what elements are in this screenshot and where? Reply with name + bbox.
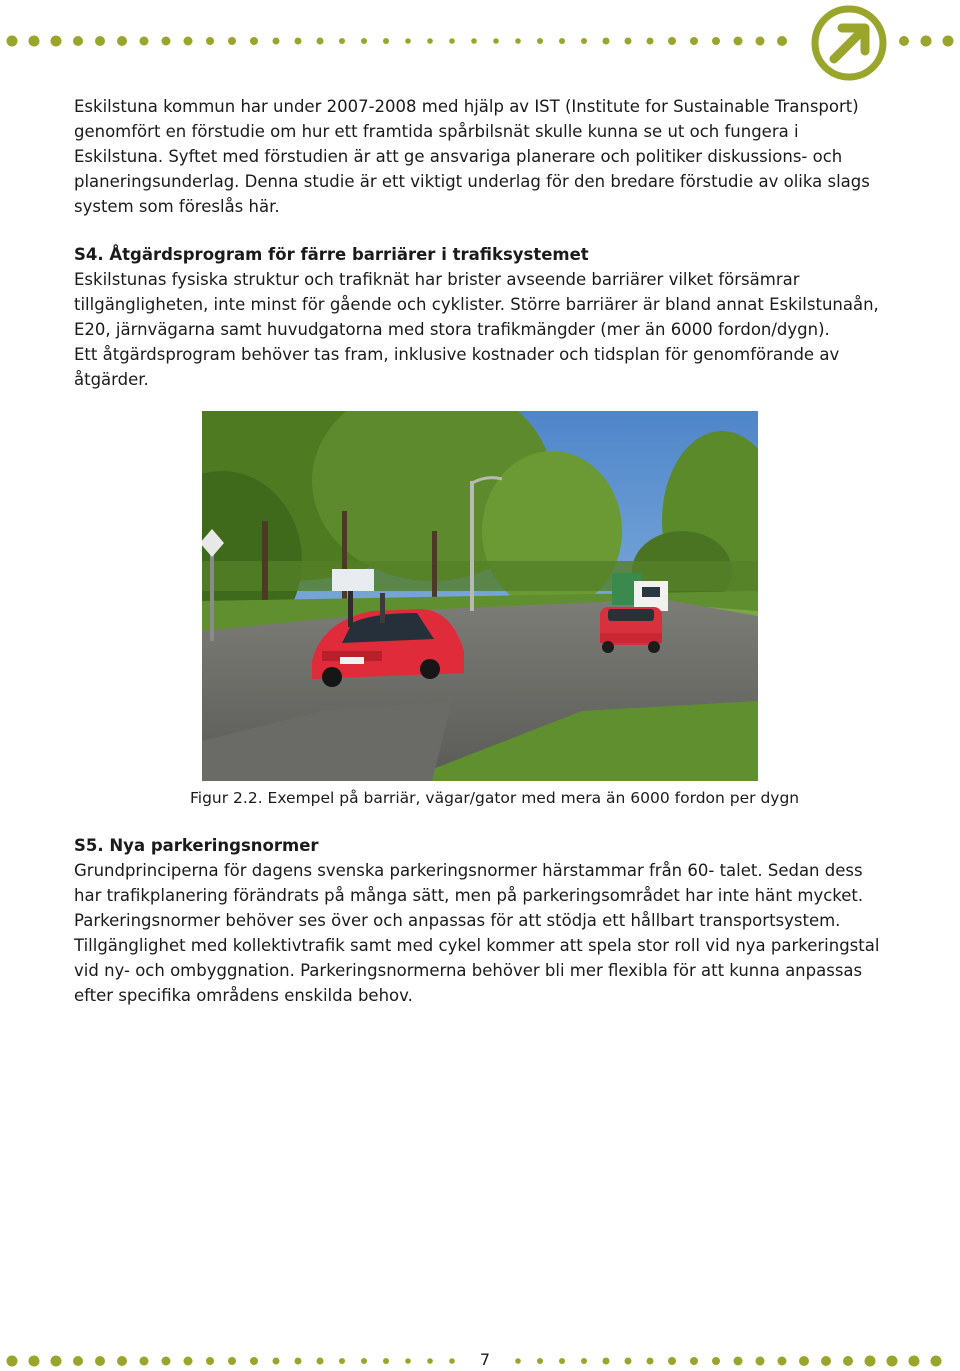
figure-photo bbox=[202, 411, 758, 781]
section-s4-body-continued: Ett åtgärdsprogram behöver tas fram, inklusive kostnader och tidsplan för genomförande av åtgärder. bbox=[74, 345, 840, 389]
section-s4 bbox=[74, 242, 884, 392]
section-s4-heading: S4. Åtgärdsprogram för färre barriärer i trafiksystemet bbox=[74, 245, 589, 264]
intro-paragraph: Eskilstuna kommun har under 2007-2008 med hjälp av IST (Institute for Sustainable Transport) genomfört en förstudie om hur ett framtida spårbilsnät skulle kunna se ut och fungera i Eskilstuna. Syftet med förstudien är att ge ansvariga planerare och politiker diskussions- och planeringsunderlag. Denna studie är ett viktigt underlag för den bredare förstudie av olika slags system som föreslås här. bbox=[74, 97, 870, 216]
intro-section bbox=[74, 94, 884, 219]
arrow-up-right-circle-icon bbox=[810, 4, 888, 82]
figure-caption: Figur 2.2. Exempel på barriär, vägar/gator med mera än 6000 fordon per dygn bbox=[190, 789, 800, 807]
section-s5-heading: S5. Nya parkeringsnormer bbox=[74, 836, 319, 855]
section-s4-body: Eskilstunas fysiska struktur och trafiknät har brister avseende barriärer vilket försämrar tillgängligheten, inte minst för gående och cyklister. Större barriärer är bland annat Eskilstunaån, E20, järnvägarna samt huvudgatorna med stora trafikmängder (mer än 6000 fordon/dygn). bbox=[74, 270, 879, 339]
section-s5-body: Grundprinciperna för dagens svenska parkeringsnormer härstammar från 60- talet. Sedan dess har trafikplanering förändrats på många sätt, men på parkeringsområdet har inte hänt mycket. Parkeringsnormer behöver ses över och anpassas för att stödja ett hållbart transportsystem. Tillgänglighet med kollektivtrafik samt med cykel kommer att spela stor roll vid nya parkeringstal vid ny- och ombyggnation. Parkeringsnormerna behöver bli mer flexibla för att kunna anpassas efter specifika områdens enskilda behov. bbox=[74, 861, 880, 1005]
page-number: 7 bbox=[479, 1350, 491, 1369]
section-s5 bbox=[74, 833, 884, 1008]
